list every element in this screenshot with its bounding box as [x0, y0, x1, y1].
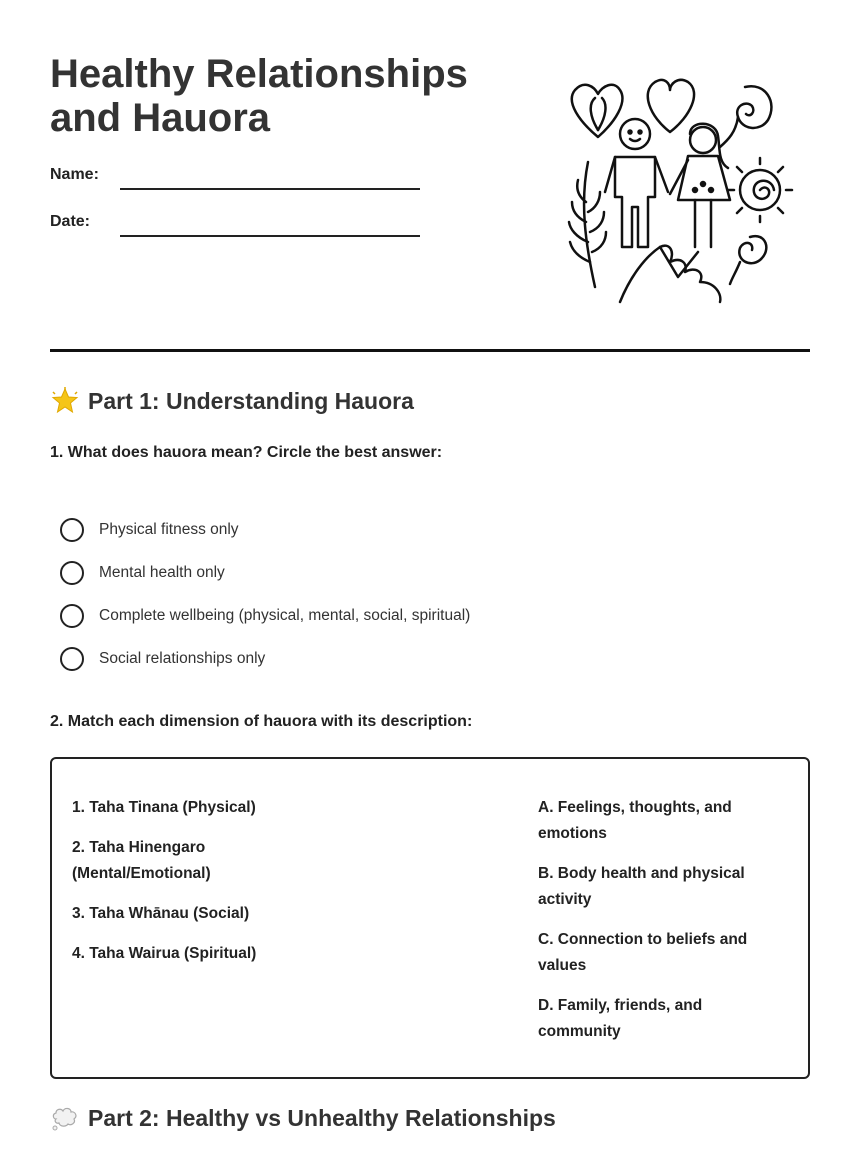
name-write-line[interactable]: [120, 188, 420, 190]
title-line-1: Healthy Relationships: [50, 52, 468, 96]
description-item: B. Body health and physical activity: [538, 865, 745, 908]
part2-heading-text: Part 2: Healthy vs Unhealthy Relationships: [88, 1104, 556, 1131]
question-1-options: [60, 508, 470, 680]
part2-heading: [50, 1103, 556, 1133]
radio-circle[interactable]: [60, 604, 84, 628]
question-2: 2. Match each dimension of hauora with its description:: [50, 713, 473, 730]
radio-circle[interactable]: [60, 647, 84, 671]
date-field[interactable]: [50, 213, 430, 243]
part1-heading: [50, 386, 414, 416]
dimension-item: 3. Taha Whānau (Social): [72, 905, 250, 922]
description-item: A. Feelings, thoughts, and emotions: [538, 799, 732, 842]
description-item: D. Family, friends, and community: [538, 997, 703, 1040]
radio-circle[interactable]: [60, 561, 84, 585]
date-label: Date:: [50, 213, 91, 230]
dimension-item: 1. Taha Tinana (Physical): [72, 799, 256, 816]
question-1: 1. What does hauora mean? Circle the best answer:: [50, 444, 443, 461]
option-label: Social relationships only: [99, 649, 266, 667]
date-write-line[interactable]: [120, 235, 420, 237]
description-item: C. Connection to beliefs and values: [538, 931, 748, 974]
option-label: Physical fitness only: [99, 520, 239, 538]
option-mental-health[interactable]: [60, 551, 470, 594]
worksheet-title: [50, 52, 520, 140]
option-label: Mental health only: [99, 563, 225, 581]
part1-heading-text: Part 1: Understanding Hauora: [88, 387, 414, 414]
description-list: [538, 795, 768, 1059]
radio-circle[interactable]: [60, 518, 84, 542]
matching-box: [50, 757, 810, 1079]
dimension-list: [72, 795, 302, 981]
name-label: Name:: [50, 166, 99, 183]
option-social-relationships[interactable]: [60, 637, 470, 680]
option-complete-wellbeing[interactable]: [60, 594, 470, 637]
dimension-item: 2. Taha Hinengaro (Mental/Emotional): [72, 839, 211, 882]
thought-bubble-icon: [50, 1103, 80, 1133]
name-field[interactable]: [50, 166, 430, 196]
title-line-2: and Hauora: [50, 96, 271, 140]
dimension-item: 4. Taha Wairua (Spiritual): [72, 945, 257, 962]
option-physical-fitness[interactable]: [60, 508, 470, 551]
glowing-star-icon: [50, 386, 80, 416]
relationship-illustration-icon: [560, 72, 795, 307]
header-divider: [50, 349, 810, 352]
option-label: Complete wellbeing (physical, mental, social, spiritual): [99, 606, 471, 624]
